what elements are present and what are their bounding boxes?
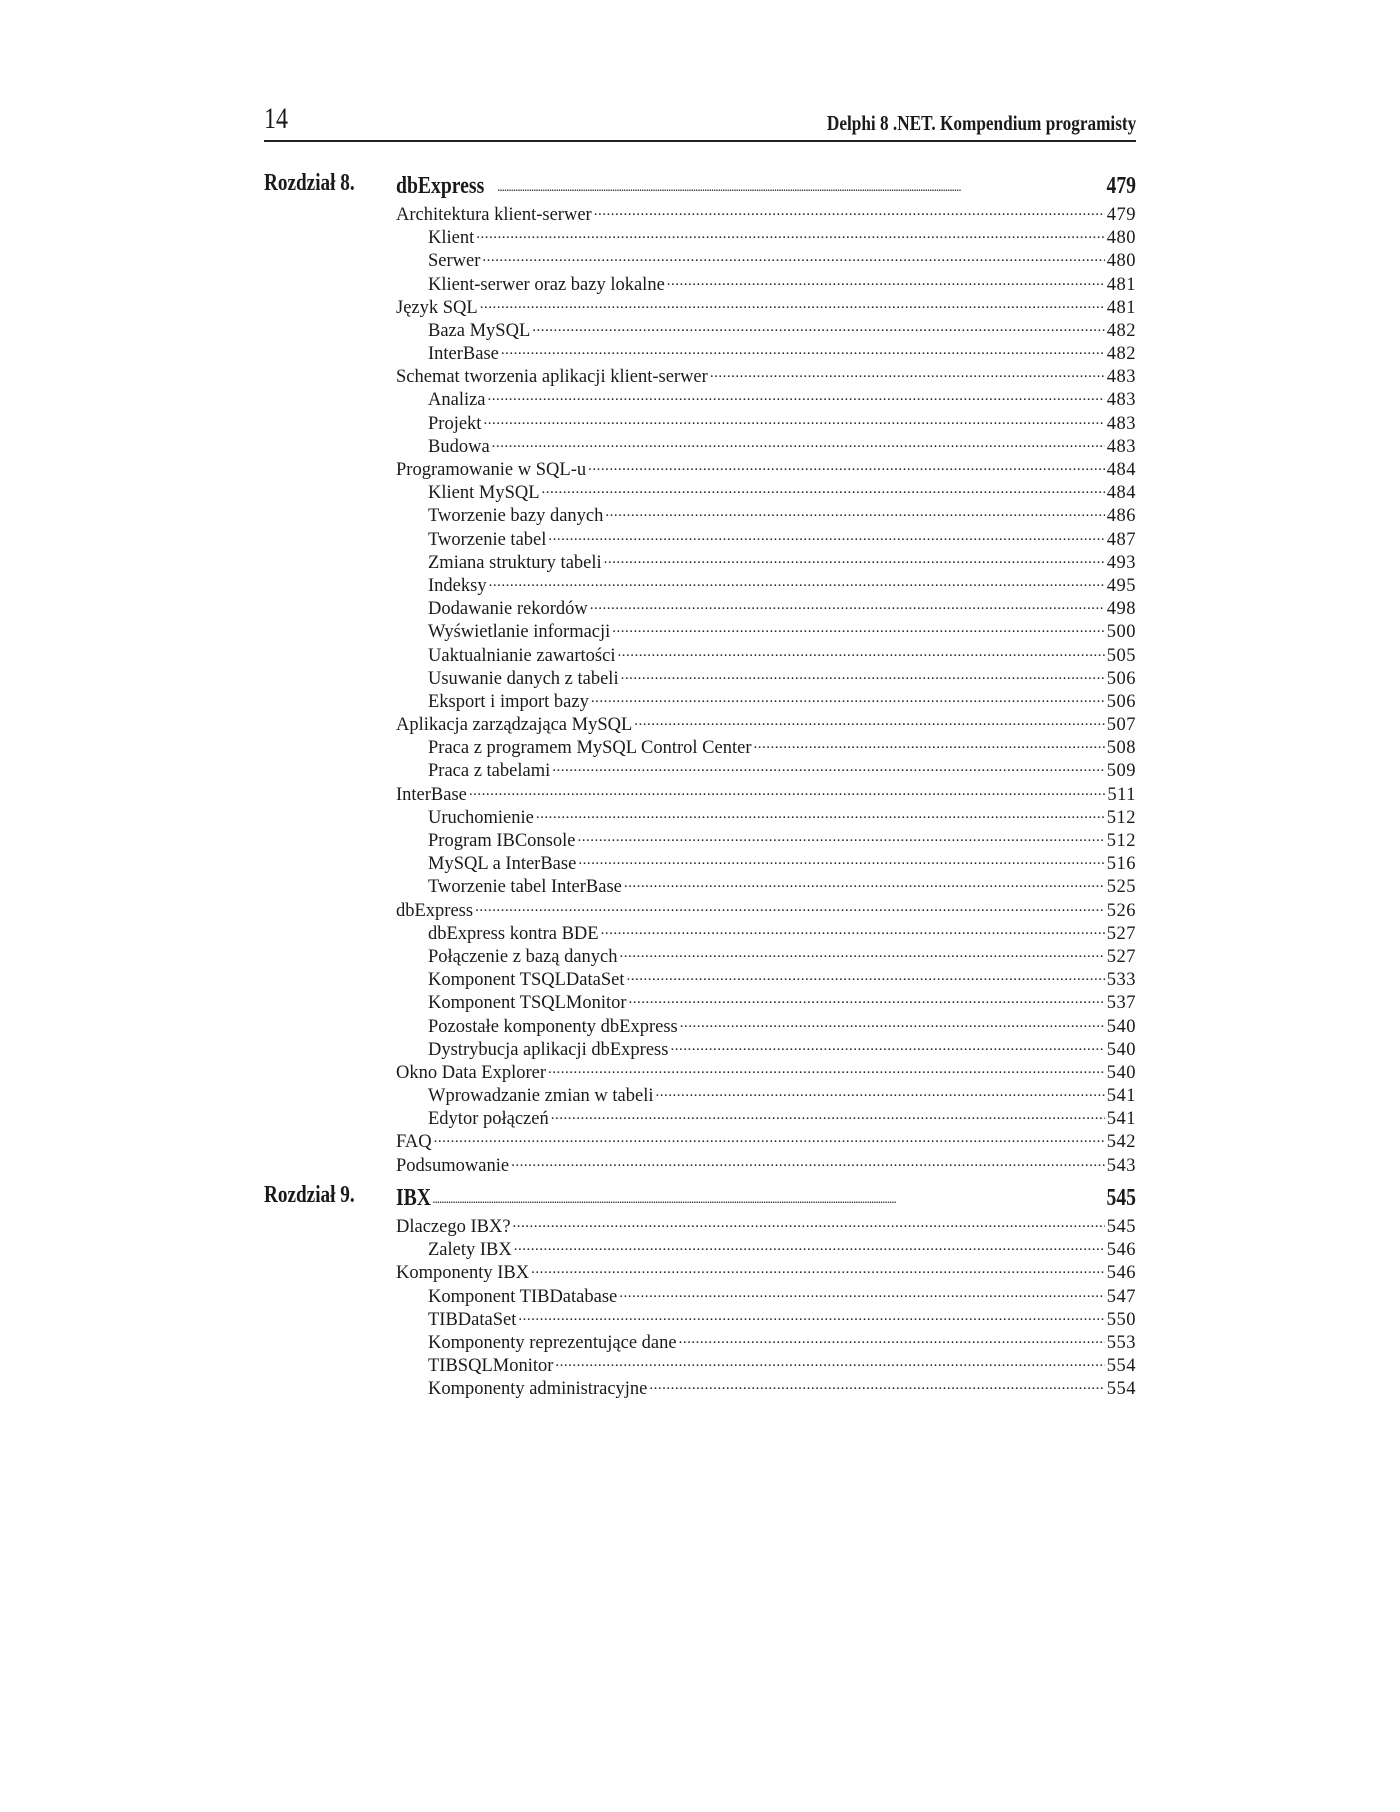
dot-leader [754,733,1105,756]
dot-leader [489,571,1105,594]
dot-leader [488,385,1105,408]
toc-entry-page: 512 [1106,807,1136,828]
toc-entry-page: 527 [1106,923,1136,944]
toc-entry-title: dbExpress kontra BDE [428,923,599,944]
dot-leader [513,1212,1105,1235]
toc-entry-page: 483 [1106,390,1136,411]
toc-entry-title: Komponenty IBX [396,1263,530,1284]
dot-leader [629,988,1105,1011]
chapter-title-row[interactable] [396,170,1136,200]
toc-entry-page: 481 [1106,274,1136,295]
dot-leader [552,756,1105,779]
toc-entry-title: Uruchomienie [428,807,534,828]
toc-entry-title: Tworzenie tabel InterBase [428,877,622,898]
toc-entry-title: TIBDataSet [428,1309,517,1330]
dot-leader [483,409,1104,432]
toc-entry-title: Dystrybucja aplikacji dbExpress [428,1039,669,1060]
toc-entry-page: 541 [1106,1109,1136,1130]
dot-leader [620,942,1105,965]
toc-entry-title: Zalety IBX [428,1240,512,1261]
toc-entry-title: Dlaczego IBX? [396,1216,511,1237]
dot-leader [634,710,1104,733]
toc-entry-page: 482 [1106,344,1136,365]
dot-leader [591,687,1105,710]
toc-entry-title: Tworzenie bazy danych [428,506,604,527]
dot-leader [604,548,1105,571]
toc-entry-title: Komponent TIBDatabase [428,1286,618,1307]
toc-entry-page: 511 [1107,784,1136,805]
toc-entry-title: InterBase [428,344,499,365]
toc-entry-title: Program IBConsole [428,831,576,852]
toc-entry-title: Pozostałe komponenty dbExpress [428,1016,678,1037]
toc-entry-page: 480 [1106,251,1136,272]
toc-entry-page: 545 [1106,1216,1136,1237]
toc-entry-title: Wprowadzanie zmian w tabeli [428,1086,654,1107]
page-number: 14 [264,102,288,135]
toc-entry-title: Analiza [428,390,486,411]
dot-leader [498,183,1098,193]
dot-leader [555,1351,1104,1374]
toc-entry-title: Komponent TSQLMonitor [428,993,627,1014]
toc-entry-page: 540 [1106,1062,1136,1083]
toc-entry-page: 483 [1106,436,1136,457]
toc-entry-page: 508 [1106,738,1136,759]
chapter-title: dbExpress [396,173,485,199]
toc-entry-title: Serwer [428,251,481,272]
toc-entry-page: 550 [1106,1309,1136,1330]
toc-entry-title: Aplikacja zarządzająca MySQL [396,715,633,736]
chapter-title: IBX [396,1185,432,1211]
toc-entry-page: 527 [1106,946,1136,967]
toc-entry-title: Język SQL [396,297,478,318]
toc-entry-title: Budowa [428,436,490,457]
dot-leader [621,664,1105,687]
chapter-label: Rozdział 8. [264,170,355,196]
toc-entry-page: 487 [1106,529,1136,550]
toc-entry-page: 526 [1106,900,1136,921]
toc-entry-page: 507 [1106,715,1136,736]
toc-entry-page: 546 [1106,1263,1136,1284]
toc-entry-title: Usuwanie danych z tabeli [428,668,619,689]
toc-entry-title: InterBase [396,784,467,805]
dot-leader [531,1258,1105,1281]
toc-entry-title: Podsumowanie [396,1155,510,1176]
toc-entry-title: TIBSQLMonitor [428,1356,554,1377]
toc-entry-page: 479 [1106,204,1136,225]
toc-entry-page: 481 [1106,297,1136,318]
dot-leader [594,200,1105,223]
toc-entry-list [396,1216,1136,1402]
toc-entry-title: Praca z programem MySQL Control Center [428,738,752,759]
toc-entry-page: 547 [1106,1286,1136,1307]
toc-entry-title: dbExpress [396,900,474,921]
toc-entry-page: 486 [1106,506,1136,527]
page-header [264,96,1136,142]
toc-entry-page: 484 [1106,483,1136,504]
dot-leader [667,270,1105,293]
toc-entry-title: Okno Data Explorer [396,1062,547,1083]
toc-entry-title: Projekt [428,413,482,434]
dot-leader [482,246,1104,269]
toc-entry-page: 540 [1106,1016,1136,1037]
chapter-label: Rozdział 9. [264,1182,355,1208]
toc-entry-title: Programowanie w SQL-u [396,460,587,481]
toc-entry-page: 543 [1106,1155,1136,1176]
toc-entry-page: 546 [1106,1240,1136,1261]
toc-entry-page: 480 [1106,228,1136,249]
dot-leader [680,1012,1105,1035]
dot-leader [434,1127,1105,1150]
toc-entry-page: 500 [1106,622,1136,643]
toc-entry-page: 537 [1106,993,1136,1014]
dot-leader [577,826,1104,849]
toc-entry-title: Klient-serwer oraz bazy lokalne [428,274,665,295]
dot-leader [501,339,1105,362]
dot-leader [475,896,1105,919]
dot-leader [617,641,1104,664]
toc-entry-title: Baza MySQL [428,320,531,341]
toc-entry-page: 554 [1106,1379,1136,1400]
toc-entry-page: 483 [1106,367,1136,388]
toc-entry-page: 506 [1106,668,1136,689]
dot-leader [492,432,1105,455]
chapter-title-row[interactable] [396,1182,1136,1212]
toc-entry-title: Indeksy [428,575,487,596]
toc-entry-page: 498 [1106,599,1136,620]
toc-entry-title: Połączenie z bazą danych [428,946,618,967]
toc-entry-title: Komponenty reprezentujące dane [428,1332,677,1353]
dot-leader [551,1104,1105,1127]
dot-leader [588,455,1105,478]
dot-leader [578,849,1104,872]
toc-entry-page: 541 [1106,1086,1136,1107]
toc-entry-page: 512 [1106,831,1136,852]
toc-entry-title: Zmiana struktury tabeli [428,552,602,573]
toc-entry-page: 533 [1106,970,1136,991]
dot-leader [536,803,1105,826]
toc-entry-title: Edytor połączeń [428,1109,549,1130]
dot-leader [679,1328,1105,1351]
toc-entry-page: 542 [1106,1132,1136,1153]
dot-leader [624,872,1105,895]
toc-entry-page: 554 [1106,1356,1136,1377]
dot-leader [514,1235,1105,1258]
dot-leader [532,316,1105,339]
toc-entry-title: Uaktualnianie zawartości [428,645,616,666]
toc-entry-page: 540 [1106,1039,1136,1060]
toc-entry-page: 553 [1106,1332,1136,1353]
toc-entry-page: 525 [1106,877,1136,898]
toc-entry-title: MySQL a InterBase [428,854,577,875]
toc-entry-page: 506 [1106,691,1136,712]
dot-leader [656,1081,1105,1104]
dot-leader [433,1195,1098,1205]
dot-leader [601,919,1105,942]
dot-leader [626,965,1104,988]
toc-entry-page: 483 [1106,413,1136,434]
toc-entry-title: Klient [428,228,475,249]
dot-leader [612,617,1104,640]
dot-leader [710,362,1105,385]
toc-entry-title: Komponenty administracyjne [428,1379,648,1400]
toc-entry-page: 482 [1106,320,1136,341]
toc-entry-title: Komponent TSQLDataSet [428,970,625,991]
toc-entry-page: 484 [1106,460,1136,481]
toc-entry-title: Schemat tworzenia aplikacji klient-serwer [396,367,708,388]
dot-leader [649,1374,1104,1397]
toc-entry-page: 516 [1106,854,1136,875]
chapter-page: 479 [1106,173,1136,199]
dot-leader [548,1058,1105,1081]
toc-entry-title: FAQ [396,1132,432,1153]
dot-leader [518,1305,1104,1328]
dot-leader [670,1035,1104,1058]
toc-entry-title: Tworzenie tabel [428,529,547,550]
running-title: Delphi 8 .NET. Kompendium programisty [826,111,1136,135]
toc-entry[interactable] [396,1378,1136,1401]
chapter-page: 545 [1106,1185,1136,1211]
toc-entry-title: Architektura klient-serwer [396,204,592,225]
toc-entry-page: 493 [1106,552,1136,573]
toc-entry-title: Klient MySQL [428,483,540,504]
dot-leader [511,1151,1105,1174]
toc-entry-title: Praca z tabelami [428,761,551,782]
toc-entry-title: Dodawanie rekordów [428,599,588,620]
toc-entry[interactable] [396,1155,1136,1178]
dot-leader [548,525,1104,548]
dot-leader [542,478,1105,501]
toc-entry-page: 495 [1106,575,1136,596]
toc-entry-page: 509 [1106,761,1136,782]
toc-entry-title: Wyświetlanie informacji [428,622,611,643]
dot-leader [480,293,1105,316]
toc-entry-page: 505 [1106,645,1136,666]
dot-leader [619,1282,1105,1305]
toc-entry-title: Eksport i import bazy [428,691,589,712]
dot-leader [605,501,1104,524]
dot-leader [469,780,1106,803]
dot-leader [590,594,1105,617]
toc-entry-list [396,204,1136,1178]
dot-leader [476,223,1105,246]
